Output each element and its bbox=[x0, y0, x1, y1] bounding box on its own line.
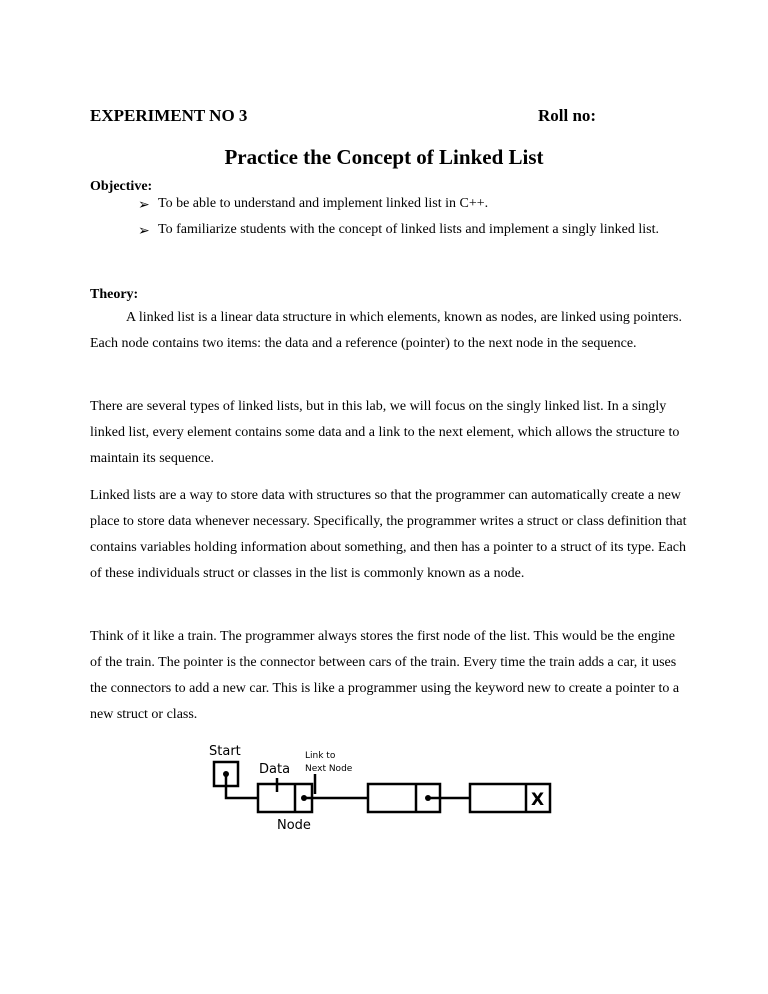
link-label-line2: Next Node bbox=[305, 764, 353, 774]
linked-list-diagram bbox=[205, 740, 565, 841]
linked-list-svg bbox=[205, 740, 565, 836]
objective-item: To be able to understand and implement linked list in C++. bbox=[158, 196, 489, 211]
data-label: Data bbox=[259, 762, 291, 777]
theory-paragraph: Think of it like a train. The programmer always stores the first node of the list. This would be the engine of the train. The pointer is the connector between cars of the train. Every time the train adds a car, it uses the connectors to add a new car. This is like a programmer using the keyword new to create a pointer to a new struct or class. bbox=[90, 629, 680, 722]
theory-paragraph: A linked list is a linear data structure in which elements, known as nodes, are linked using pointers. Each node contains two items: the data and a reference (pointer) to the next node in the sequence. bbox=[90, 310, 682, 351]
null-x-icon: X bbox=[531, 790, 545, 810]
node-label: Node bbox=[277, 818, 311, 833]
start-label: Start bbox=[209, 744, 241, 759]
objective-item: To familiarize students with the concept of linked lists and implement a singly linked list. bbox=[158, 222, 659, 237]
theory-paragraph: Linked lists are a way to store data with structures so that the programmer can automatically create a new place to store data whenever necessary. Specifically, the programmer writes a struct or class definition that contains variables holding information about something, and then has a pointer to a struct of its type. Each of these individuals struct or classes in the list is commonly known as a node. bbox=[90, 488, 687, 581]
objective-heading: Objective: bbox=[90, 179, 153, 194]
page-title: Practice the Concept of Linked List bbox=[224, 145, 544, 169]
theory-paragraph: There are several types of linked lists, but in this lab, we will focus on the singly linked list. In a singly linked list, every element contains some data and a link to the next element, which allows the structure to maintain its sequence. bbox=[90, 399, 680, 466]
bullet-arrow-icon: ➢ bbox=[138, 224, 150, 239]
theory-heading: Theory: bbox=[90, 287, 139, 302]
node-1-pointer-dot bbox=[301, 795, 307, 801]
experiment-number: EXPERIMENT NO 3 bbox=[90, 106, 248, 125]
link-label-line1: Link to bbox=[305, 751, 336, 761]
start-pointer-dot bbox=[223, 771, 229, 777]
node-2-pointer-dot bbox=[425, 795, 431, 801]
roll-number-label: Roll no: bbox=[538, 106, 597, 125]
bullet-arrow-icon: ➢ bbox=[138, 198, 150, 213]
